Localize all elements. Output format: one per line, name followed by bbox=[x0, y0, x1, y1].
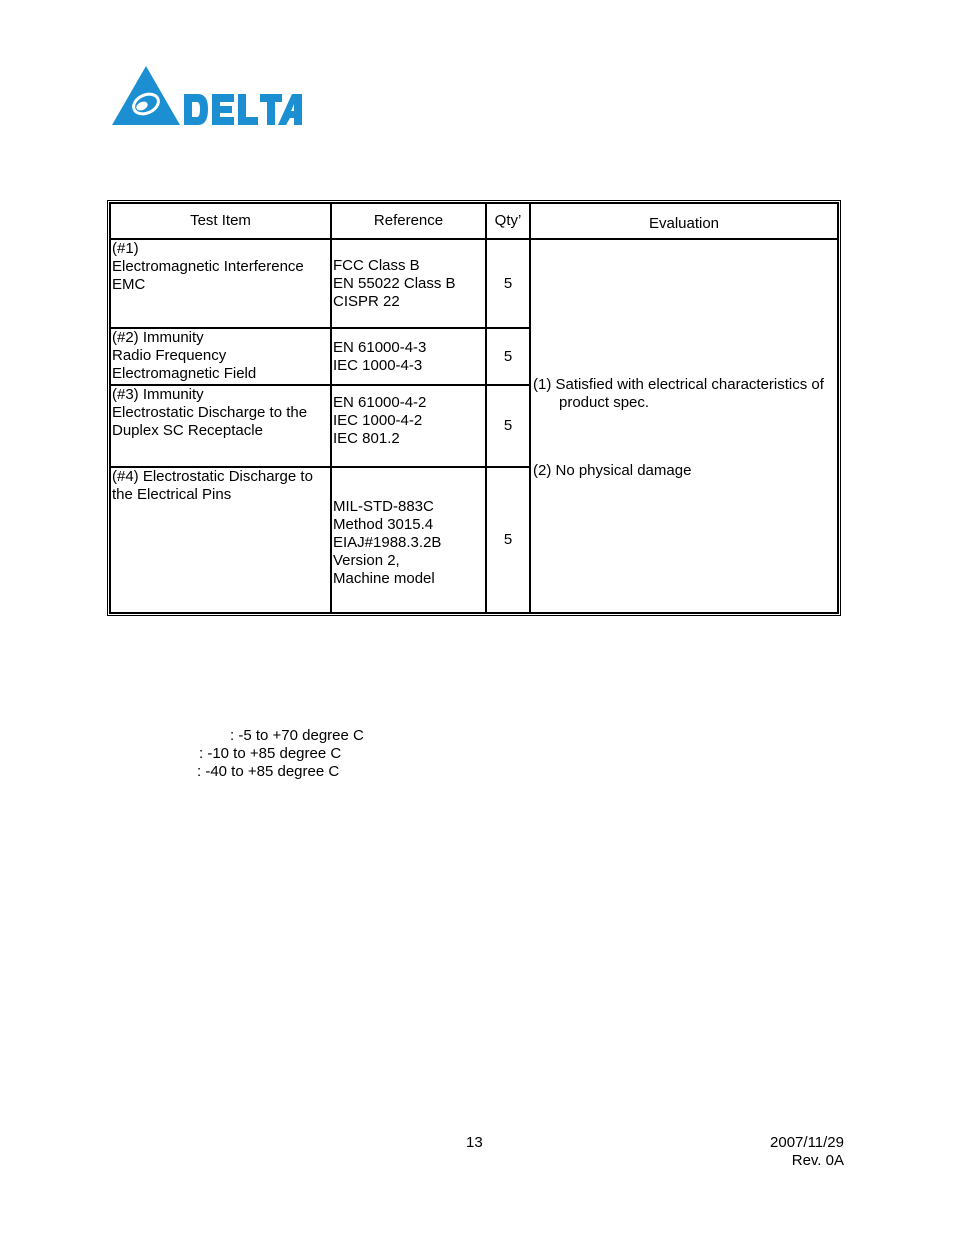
reference-line: Method 3015.4 bbox=[333, 516, 434, 533]
qty-cell: 5 bbox=[486, 328, 530, 385]
delta-logo bbox=[112, 66, 308, 128]
footer-revision: Rev. 0A bbox=[791, 1152, 844, 1169]
table-row bbox=[110, 239, 838, 328]
reference-line: IEC 1000-4-3 bbox=[333, 356, 423, 374]
reference-line: EN 61000-4-3 bbox=[333, 338, 427, 356]
qty-cell: 5 bbox=[486, 385, 530, 467]
test-item-line: (#4) Electrostatic Discharge to bbox=[112, 468, 313, 485]
temperature-line: : -5 to +70 degree C bbox=[230, 727, 364, 744]
reference-line: FCC Class B bbox=[333, 257, 420, 274]
test-item-line: the Electrical Pins bbox=[112, 486, 232, 503]
header-evaluation: Evaluation bbox=[530, 203, 838, 239]
test-item-line: (#1) bbox=[112, 240, 139, 257]
test-results-table bbox=[107, 200, 841, 616]
evaluation-line: product spec. bbox=[559, 394, 650, 411]
evaluation-line: (2) No physical damage bbox=[533, 462, 692, 479]
qty-cell: 5 bbox=[486, 467, 530, 613]
header-qty: Qty’ bbox=[486, 203, 530, 239]
header-test-item: Test Item bbox=[110, 203, 331, 239]
test-item-cell bbox=[110, 467, 331, 613]
reference-cell bbox=[331, 328, 486, 385]
test-item-line: Electromagnetic Field bbox=[112, 365, 257, 382]
test-item-cell bbox=[110, 385, 331, 467]
reference-cell bbox=[331, 385, 486, 467]
reference-line: CISPR 22 bbox=[333, 293, 400, 310]
reference-line: Machine model bbox=[333, 570, 435, 587]
qty-cell: 5 bbox=[486, 239, 530, 328]
temperature-line: : -40 to +85 degree C bbox=[197, 763, 340, 780]
page-number: 13 bbox=[466, 1134, 483, 1151]
footer-revision-block bbox=[770, 1134, 844, 1170]
test-item-line: Radio Frequency bbox=[112, 347, 227, 364]
temperature-line: : -10 to +85 degree C bbox=[199, 745, 342, 762]
test-item-line: (#3) Immunity bbox=[112, 386, 204, 403]
test-item-cell bbox=[110, 239, 331, 328]
reference-cell bbox=[331, 467, 486, 613]
test-item-line: Electromagnetic Interference bbox=[112, 258, 304, 275]
delta-logo-icon bbox=[112, 66, 308, 128]
header-reference: Reference bbox=[331, 203, 486, 239]
footer-date: 2007/11/29 bbox=[770, 1134, 844, 1151]
test-item-line: EMC bbox=[112, 276, 146, 293]
evaluation-line: (1) Satisfied with electrical characteristics of bbox=[533, 376, 824, 393]
reference-line: IEC 1000-4-2 bbox=[333, 412, 423, 429]
reference-line: EIAJ#1988.3.2B bbox=[333, 534, 442, 551]
reference-line: EN 55022 Class B bbox=[333, 275, 456, 292]
reference-line: Version 2, bbox=[333, 552, 400, 569]
test-item-line: Electrostatic Discharge to the bbox=[112, 404, 308, 421]
table-header-row bbox=[110, 203, 838, 239]
evaluation-cell bbox=[530, 239, 838, 613]
reference-line: MIL-STD-883C bbox=[333, 498, 434, 515]
reference-cell bbox=[331, 239, 486, 328]
reference-line: EN 61000-4-2 bbox=[333, 394, 427, 411]
test-item-line: Duplex SC Receptacle bbox=[112, 422, 263, 439]
test-item-line: (#2) Immunity bbox=[112, 329, 204, 346]
reference-line: IEC 801.2 bbox=[333, 430, 400, 447]
test-item-cell bbox=[110, 328, 331, 385]
